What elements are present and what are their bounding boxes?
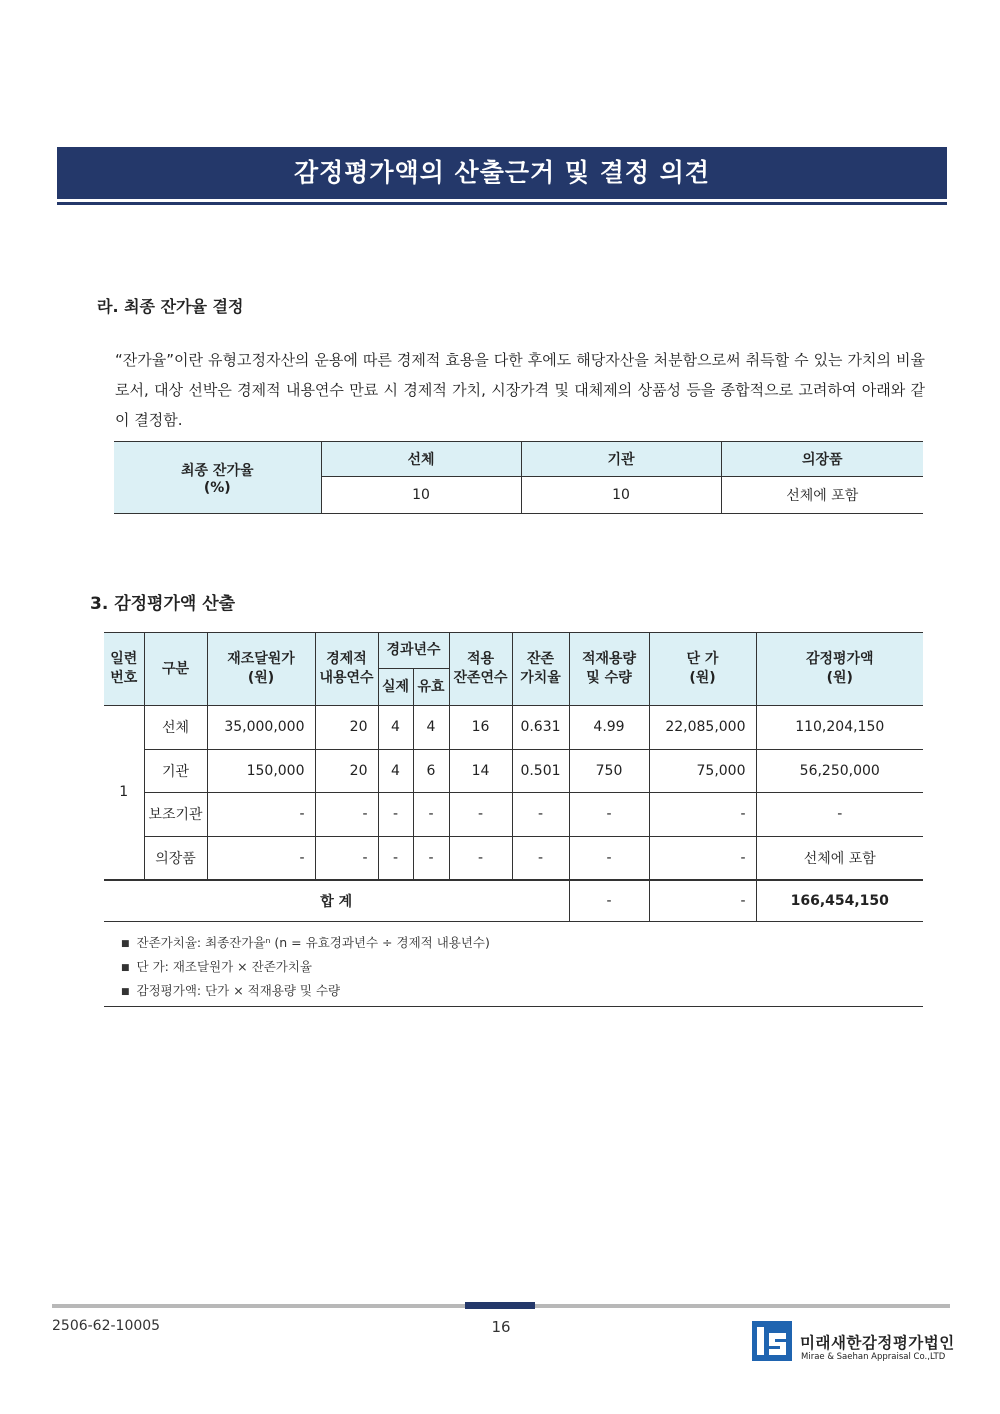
table-row: [104, 836, 923, 880]
row-effective: 4: [413, 706, 449, 750]
row-value: 선체에 포함: [756, 836, 923, 880]
row-category: 선체: [144, 706, 207, 750]
row-remaining: -: [449, 836, 512, 880]
row-actual: -: [378, 836, 413, 880]
calculation-notes: [104, 930, 923, 1007]
row-life: -: [315, 836, 378, 880]
company-name-korean: 미래새한감정평가법인: [800, 1334, 955, 1352]
col-hull: 선체: [321, 442, 521, 477]
total-tonnage: -: [569, 880, 649, 922]
row-rate: 0.631: [512, 706, 569, 750]
row-rate: -: [512, 793, 569, 837]
row-effective: -: [413, 836, 449, 880]
row-cost: 150,000: [207, 749, 315, 793]
row-cost: -: [207, 793, 315, 837]
row-category: 기관: [144, 749, 207, 793]
total-row: [104, 880, 923, 922]
header-elapsed-actual: 실제: [378, 669, 413, 706]
row-remaining: 16: [449, 706, 512, 750]
row-category: 보조기관: [144, 793, 207, 837]
header-remaining: 적용 잔존연수: [449, 633, 512, 706]
header-tonnage: 적재용량 및 수량: [569, 633, 649, 706]
hull-rate: 10: [321, 477, 521, 514]
row-rate: -: [512, 836, 569, 880]
header-useful-life: 경제적 내용연수: [315, 633, 378, 706]
header-category: 구분: [144, 633, 207, 706]
header-residual-rate: 잔존 가치율: [512, 633, 569, 706]
total-unit-price: -: [649, 880, 756, 922]
row-cost: -: [207, 836, 315, 880]
residual-rate-description: “잔가율”이란 유형고정자산의 운용에 따른 경제적 효용을 다한 후에도 해당자산을 처분함으로써 취득할 수 있는 가치의 비율로서, 대상 선박은 경제적 내용연수 만료 시 경제적 가치, 시장가격 및 대체제의 상품성 등을 종합적으로 고려하여 아래와 같이 결정함.: [115, 351, 925, 429]
row-unit-price: -: [649, 836, 756, 880]
note-item: ■ 단 가: 재조달원가 × 잔존가치율: [121, 959, 312, 974]
header-replacement-cost: 재조달원가 (원): [207, 633, 315, 706]
header-elapsed-effective: 유효: [413, 669, 449, 706]
footer-accent: [465, 1302, 535, 1309]
row-tonnage: 4.99: [569, 706, 649, 750]
total-value: 166,454,150: [756, 880, 923, 922]
outfitting-rate: 선체에 포함: [721, 477, 923, 514]
company-logo-icon: [752, 1321, 792, 1361]
header-elapsed: 경과년수: [378, 633, 449, 669]
table-row: [104, 706, 923, 750]
row-unit-price: 75,000: [649, 749, 756, 793]
square-bullet-icon: ■: [121, 987, 130, 997]
row-actual: -: [378, 793, 413, 837]
row-tonnage: -: [569, 836, 649, 880]
serial-number: 1: [104, 706, 144, 880]
row-tonnage: 750: [569, 749, 649, 793]
residual-rate-table: [114, 441, 923, 514]
row-cost: 35,000,000: [207, 706, 315, 750]
page-title: 감정평가액의 산출근거 및 결정 의견: [57, 147, 947, 199]
col-engine: 기관: [521, 442, 721, 477]
row-unit-price: 22,085,000: [649, 706, 756, 750]
row-actual: 4: [378, 706, 413, 750]
row-category: 의장품: [144, 836, 207, 880]
table-row: [104, 749, 923, 793]
row-unit-price: -: [649, 793, 756, 837]
header-unit-price: 단 가 (원): [649, 633, 756, 706]
row-life: -: [315, 793, 378, 837]
row-effective: 6: [413, 749, 449, 793]
total-label: 합 계: [104, 880, 569, 922]
row-effective: -: [413, 793, 449, 837]
row-actual: 4: [378, 749, 413, 793]
page-number: 16: [491, 1318, 511, 1336]
title-underline: [57, 202, 947, 205]
row-value: -: [756, 793, 923, 837]
header-appraised-value: 감정평가액 (원): [756, 633, 923, 706]
row-life: 20: [315, 706, 378, 750]
row-tonnage: -: [569, 793, 649, 837]
table-row: [104, 793, 923, 837]
residual-rate-label: 최종 잔가율 (%): [114, 442, 321, 514]
note-item: ■ 잔존가치율: 최종잔가율ⁿ (n = 유효경과년수 ÷ 경제적 내용년수): [121, 935, 490, 950]
company-name-english: Mirae & Saehan Appraisal Co.,LTD: [801, 1352, 946, 1362]
note-item: ■ 감정평가액: 단가 × 적재용량 및 수량: [121, 983, 341, 998]
square-bullet-icon: ■: [121, 939, 130, 949]
appraisal-table: [104, 632, 923, 922]
appraisal-calc-heading: 3. 감정평가액 산출: [90, 594, 236, 614]
row-value: 110,204,150: [756, 706, 923, 750]
header-serial: 일련 번호: [104, 633, 144, 706]
row-remaining: -: [449, 793, 512, 837]
square-bullet-icon: ■: [121, 963, 130, 973]
row-remaining: 14: [449, 749, 512, 793]
row-life: 20: [315, 749, 378, 793]
document-number: 2506-62-10005: [52, 1318, 161, 1334]
col-outfitting: 의장품: [721, 442, 923, 477]
row-rate: 0.501: [512, 749, 569, 793]
row-value: 56,250,000: [756, 749, 923, 793]
engine-rate: 10: [521, 477, 721, 514]
residual-rate-heading: 라. 최종 잔가율 결정: [97, 297, 244, 316]
